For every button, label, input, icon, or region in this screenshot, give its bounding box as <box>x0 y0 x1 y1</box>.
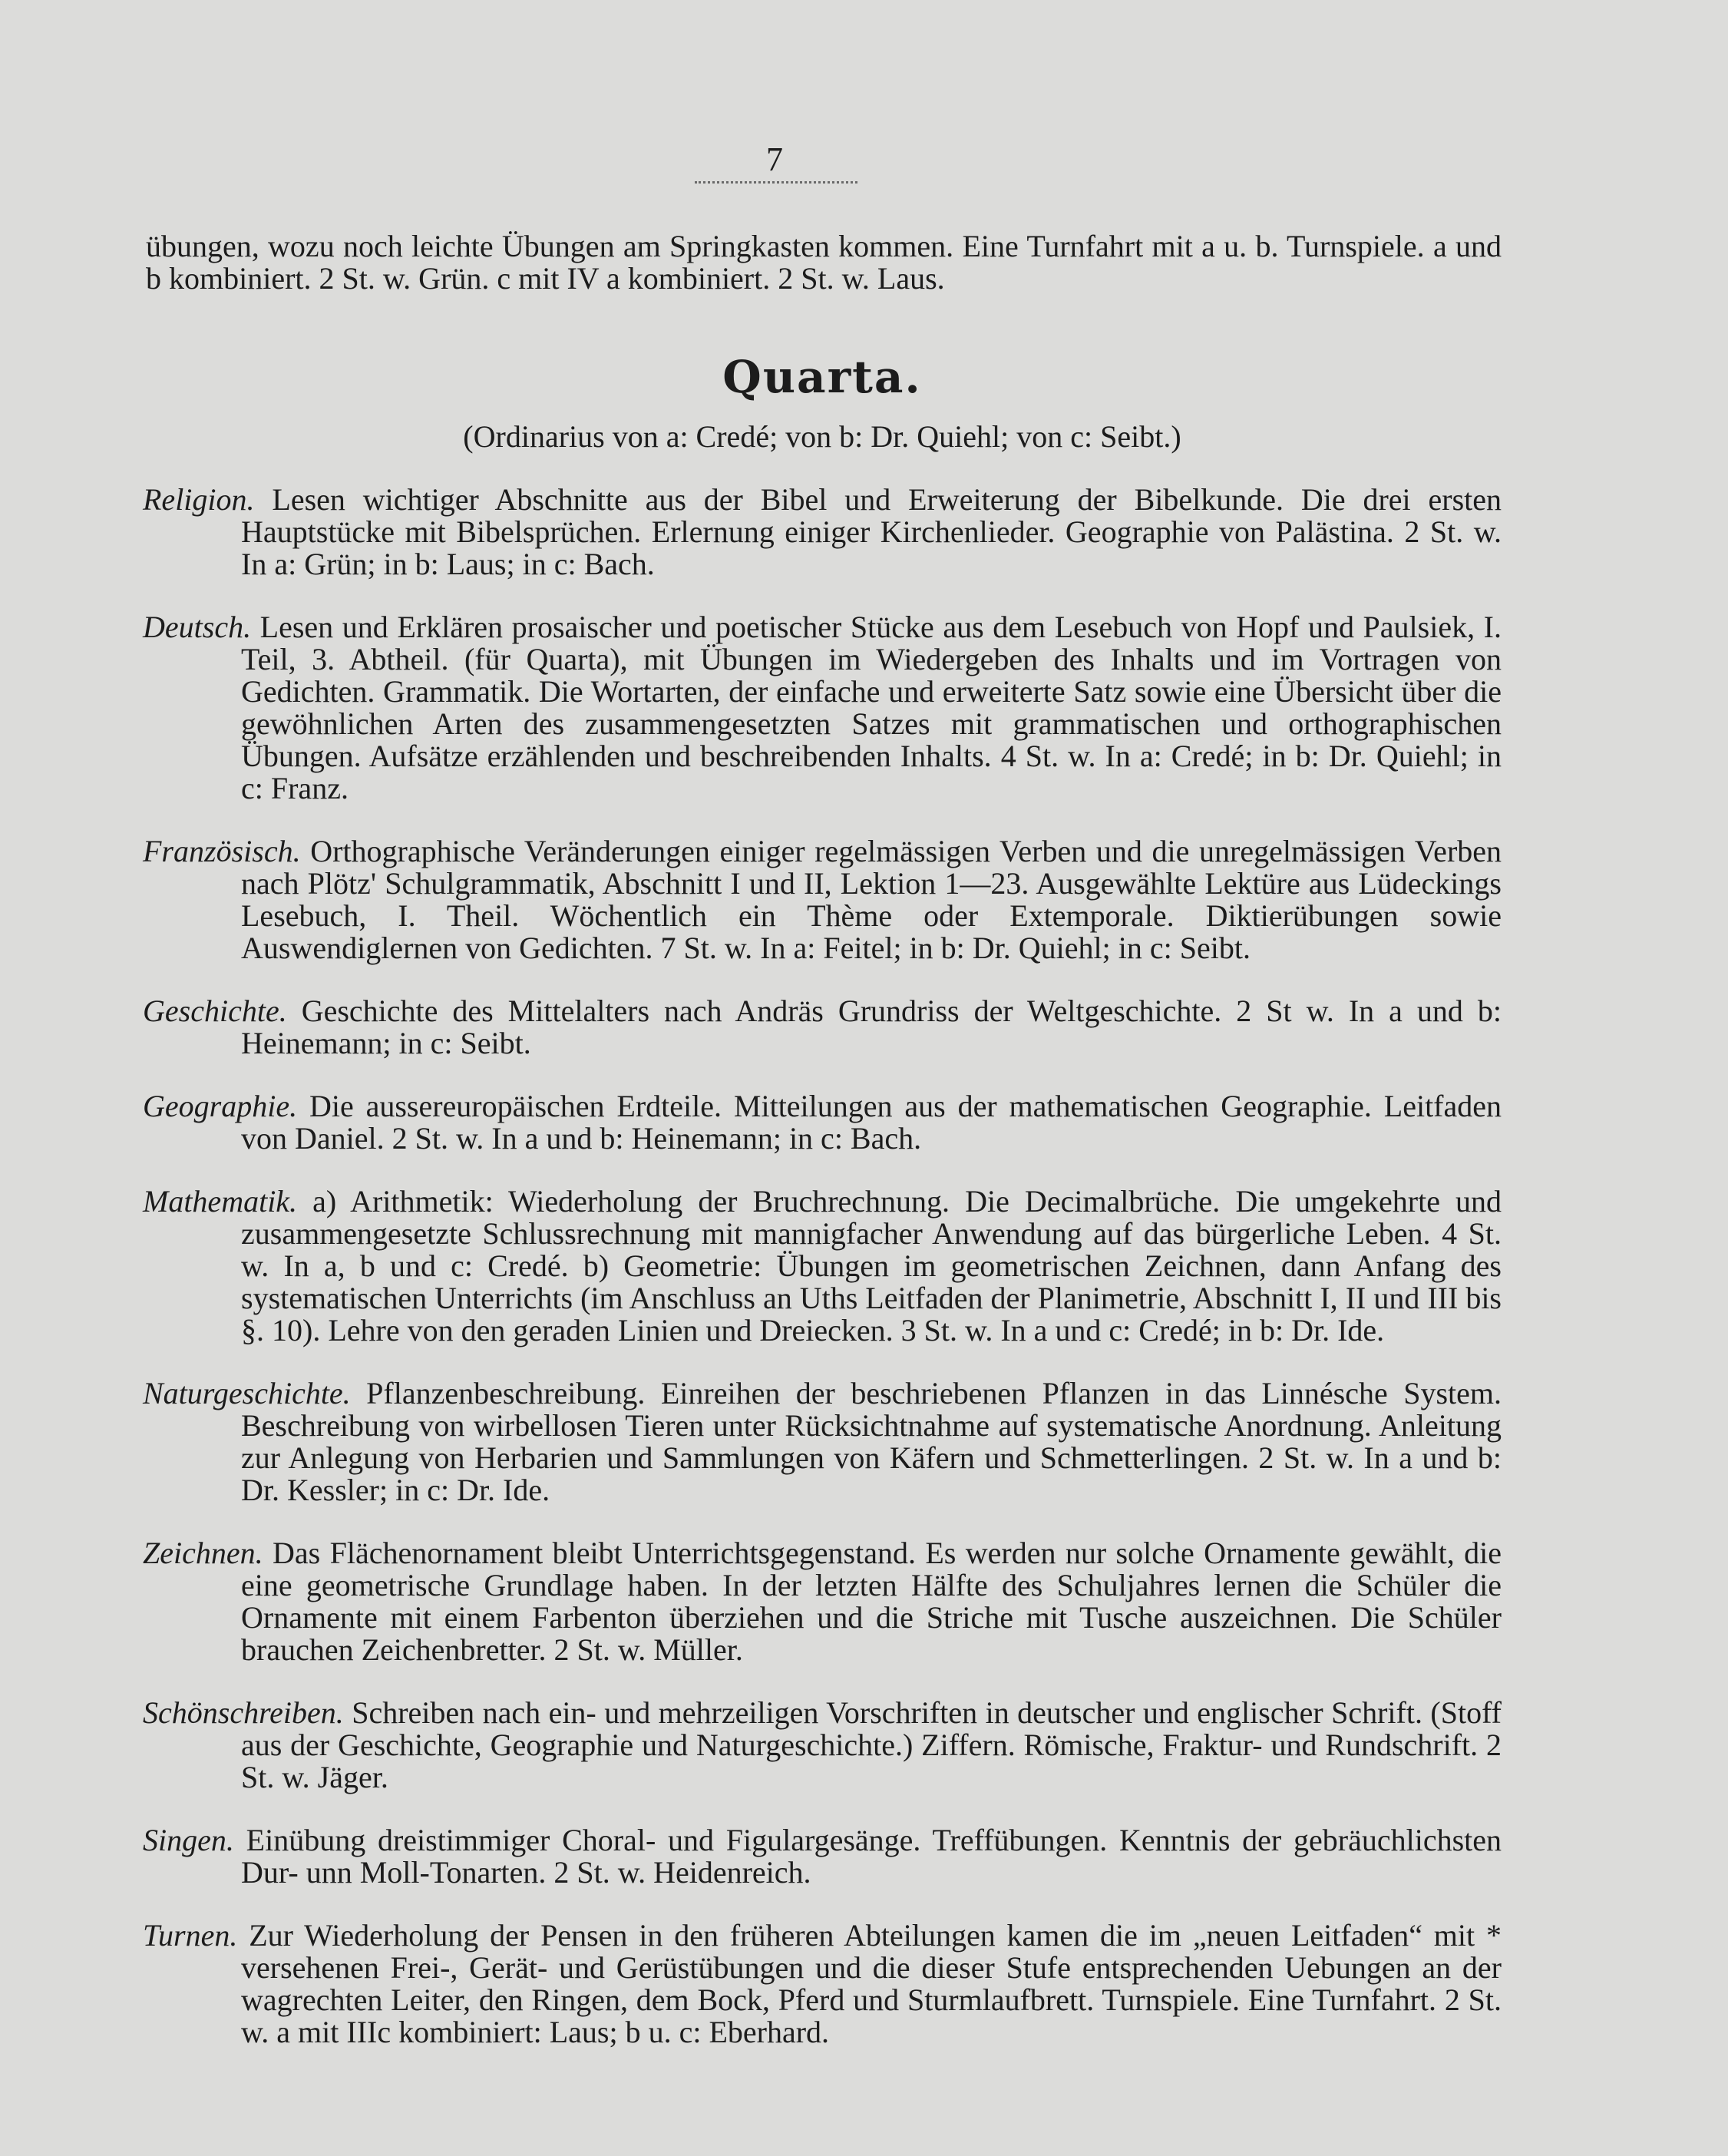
subject-name: Turnen. <box>143 1918 238 1953</box>
subject-text: a) Arithmetik: Wiederholung der Bruchrechnung. Die Decimalbrüche. Die umgekehrte und zusammengesetzte Schlussrechnung mit mannigfacher Anwendung auf das bürgerliche Leben. 4 St. w. In a, b und c: Credé. b) Geometrie: Übungen im geometrischen Zeichnen, dann Anfang des systematischen Unterrichts (im Anschluss an Uths Leitfaden der Planimetrie, Abschnitt I, II und III bis §. 10). Lehre von den geraden Linien und Dreiecken. 3 St. w. In a und c: Credé; in b: Dr. Ide. <box>241 1184 1502 1348</box>
subject-text: Schreiben nach ein- und mehrzeiligen Vorschriften in deutscher und englischer Schrift. (Stoff aus der Geschichte, Geographie und Naturgeschichte.) Ziffern. Römische, Fraktur- und Rundschrift. 2 St. w. Jäger. <box>241 1695 1502 1794</box>
subject-text: Die aussereuropäischen Erdteile. Mitteilungen aus der mathematischen Geographie. Leitfaden von Daniel. 2 St. w. In a und b: Heinemann; in c: Bach. <box>241 1089 1502 1156</box>
subject-name: Naturgeschichte. <box>143 1376 351 1410</box>
subject-text: Lesen wichtiger Abschnitte aus der Bibel und Erweiterung der Bibelkunde. Die drei ersten Hauptstücke mit Bibelsprüchen. Erlernung einiger Kirchenlieder. Geographie von Palästina. 2 St. w. In a: Grün; in b: Laus; in c: Bach. <box>241 482 1502 581</box>
subject-entry-franzoesisch <box>143 835 1502 964</box>
subject-name: Deutsch. <box>143 610 252 644</box>
subject-text: Lesen und Erklären prosaischer und poetischer Stücke aus dem Lesebuch von Hopf und Paulsiek, I. Teil, 3. Abtheil. (für Quarta), mit Übungen im Wiedergeben des Inhalts und im Vortragen von Gedichten. Grammatik. Die Wortarten, der einfache und erweiterte Satz sowie eine Übersicht über die gewöhnlichen Arten des zusammengesetzten Satzes mit grammatischen und orthographischen Übungen. Aufsätze erzählenden und beschreibenden Inhalts. 4 St. w. In a: Credé; in b: Dr. Quiehl; in c: Franz. <box>241 610 1502 805</box>
subject-name: Geographie. <box>143 1089 298 1123</box>
subject-name: Schönschreiben. <box>143 1695 344 1730</box>
subject-name: Singen. <box>143 1823 234 1857</box>
subject-text: Einübung dreistimmiger Choral- und Figulargesänge. Treffübungen. Kenntnis der gebräuchlichsten Dur- unn Moll-Tonarten. 2 St. w. Heidenreich. <box>241 1823 1502 1890</box>
subject-name: Französisch. <box>143 834 301 868</box>
subject-text: Pflanzenbeschreibung. Einreihen der beschriebenen Pflanzen in das Linnésche System. Beschreibung von wirbellosen Tieren unter Rücksichtnahme auf systematische Anordnung. Anleitung zur Anlegung von Herbarien und Sammlungen von Käfern und Schmetterlingen. 2 St. w. In a und b: Dr. Kessler; in c: Dr. Ide. <box>241 1376 1502 1507</box>
subject-name: Zeichnen. <box>143 1536 263 1570</box>
section-heading: Quarta. <box>722 351 922 403</box>
subject-entry-geographie <box>143 1090 1502 1155</box>
page-content <box>143 230 1502 2064</box>
subject-name: Mathematik. <box>143 1184 298 1219</box>
page-number: 7 <box>766 141 783 178</box>
continuation-paragraph: übungen, wozu noch leichte Übungen am Springkasten kommen. Eine Turnfahrt mit a u. b. Turnspiele. a und b kombiniert. 2 St. w. Grün. c mit IV a kombiniert. 2 St. w. Laus. <box>146 229 1502 296</box>
subject-text: Das Flächenornament bleibt Unterrichtsgegenstand. Es werden nur solche Ornamente gewählt, die eine geometrische Grundlage haben. In der letzten Hälfte des Schuljahres lernen die Schüler die Ornamente mit einem Farbenton überziehen und die Striche mit Tusche auszeichnen. Die Schüler brauchen Zeichenbretter. 2 St. w. Müller. <box>241 1536 1502 1667</box>
subject-entry-geschichte <box>143 995 1502 1060</box>
subject-entry-turnen <box>143 1920 1502 2049</box>
subject-entry-naturgeschichte <box>143 1377 1502 1506</box>
subject-entry-schoenschreiben <box>143 1697 1502 1794</box>
subject-entry-religion <box>143 484 1502 580</box>
subject-entry-zeichnen <box>143 1537 1502 1666</box>
subject-text: Geschichte des Mittelalters nach Andräs Grundriss der Weltgeschichte. 2 St w. In a und b: Heinemann; in c: Seibt. <box>241 994 1502 1060</box>
subject-entry-singen <box>143 1824 1502 1889</box>
subject-entry-deutsch <box>143 611 1502 805</box>
subject-text: Orthographische Veränderungen einiger regelmässigen Verben und die unregelmässigen Verben nach Plötz' Schulgrammatik, Abschnitt I und II, Lektion 1—23. Ausgewählte Lektüre aus Lüdeckings Lesebuch, I. Theil. Wöchentlich ein Thème oder Extemporale. Diktierübungen sowie Auswendiglernen von Gedichten. 7 St. w. In a: Feitel; in b: Dr. Quiehl; in c: Seibt. <box>241 834 1502 965</box>
subject-list <box>143 484 1502 2049</box>
section-subheading: (Ordinarius von a: Credé; von b: Dr. Quiehl; von c: Seibt.) <box>463 419 1181 454</box>
subject-text: Zur Wiederholung der Pensen in den früheren Abteilungen kamen die im „neuen Leitfaden“ mit * versehenen Frei-, Gerät- und Gerüstübungen und die dieser Stufe entsprechenden Uebungen an der wagrechten Leiter, den Ringen, dem Bock, Pferd und Sturmlaufbrett. Turnspiele. Eine Turnfahrt. 2 St. w. a mit IIIc kombiniert: Laus; b u. c: Eberhard. <box>241 1918 1502 2049</box>
subject-entry-mathematik <box>143 1185 1502 1347</box>
subject-name: Religion. <box>143 482 255 517</box>
page-number-ornament <box>695 181 857 184</box>
subject-name: Geschichte. <box>143 994 287 1028</box>
